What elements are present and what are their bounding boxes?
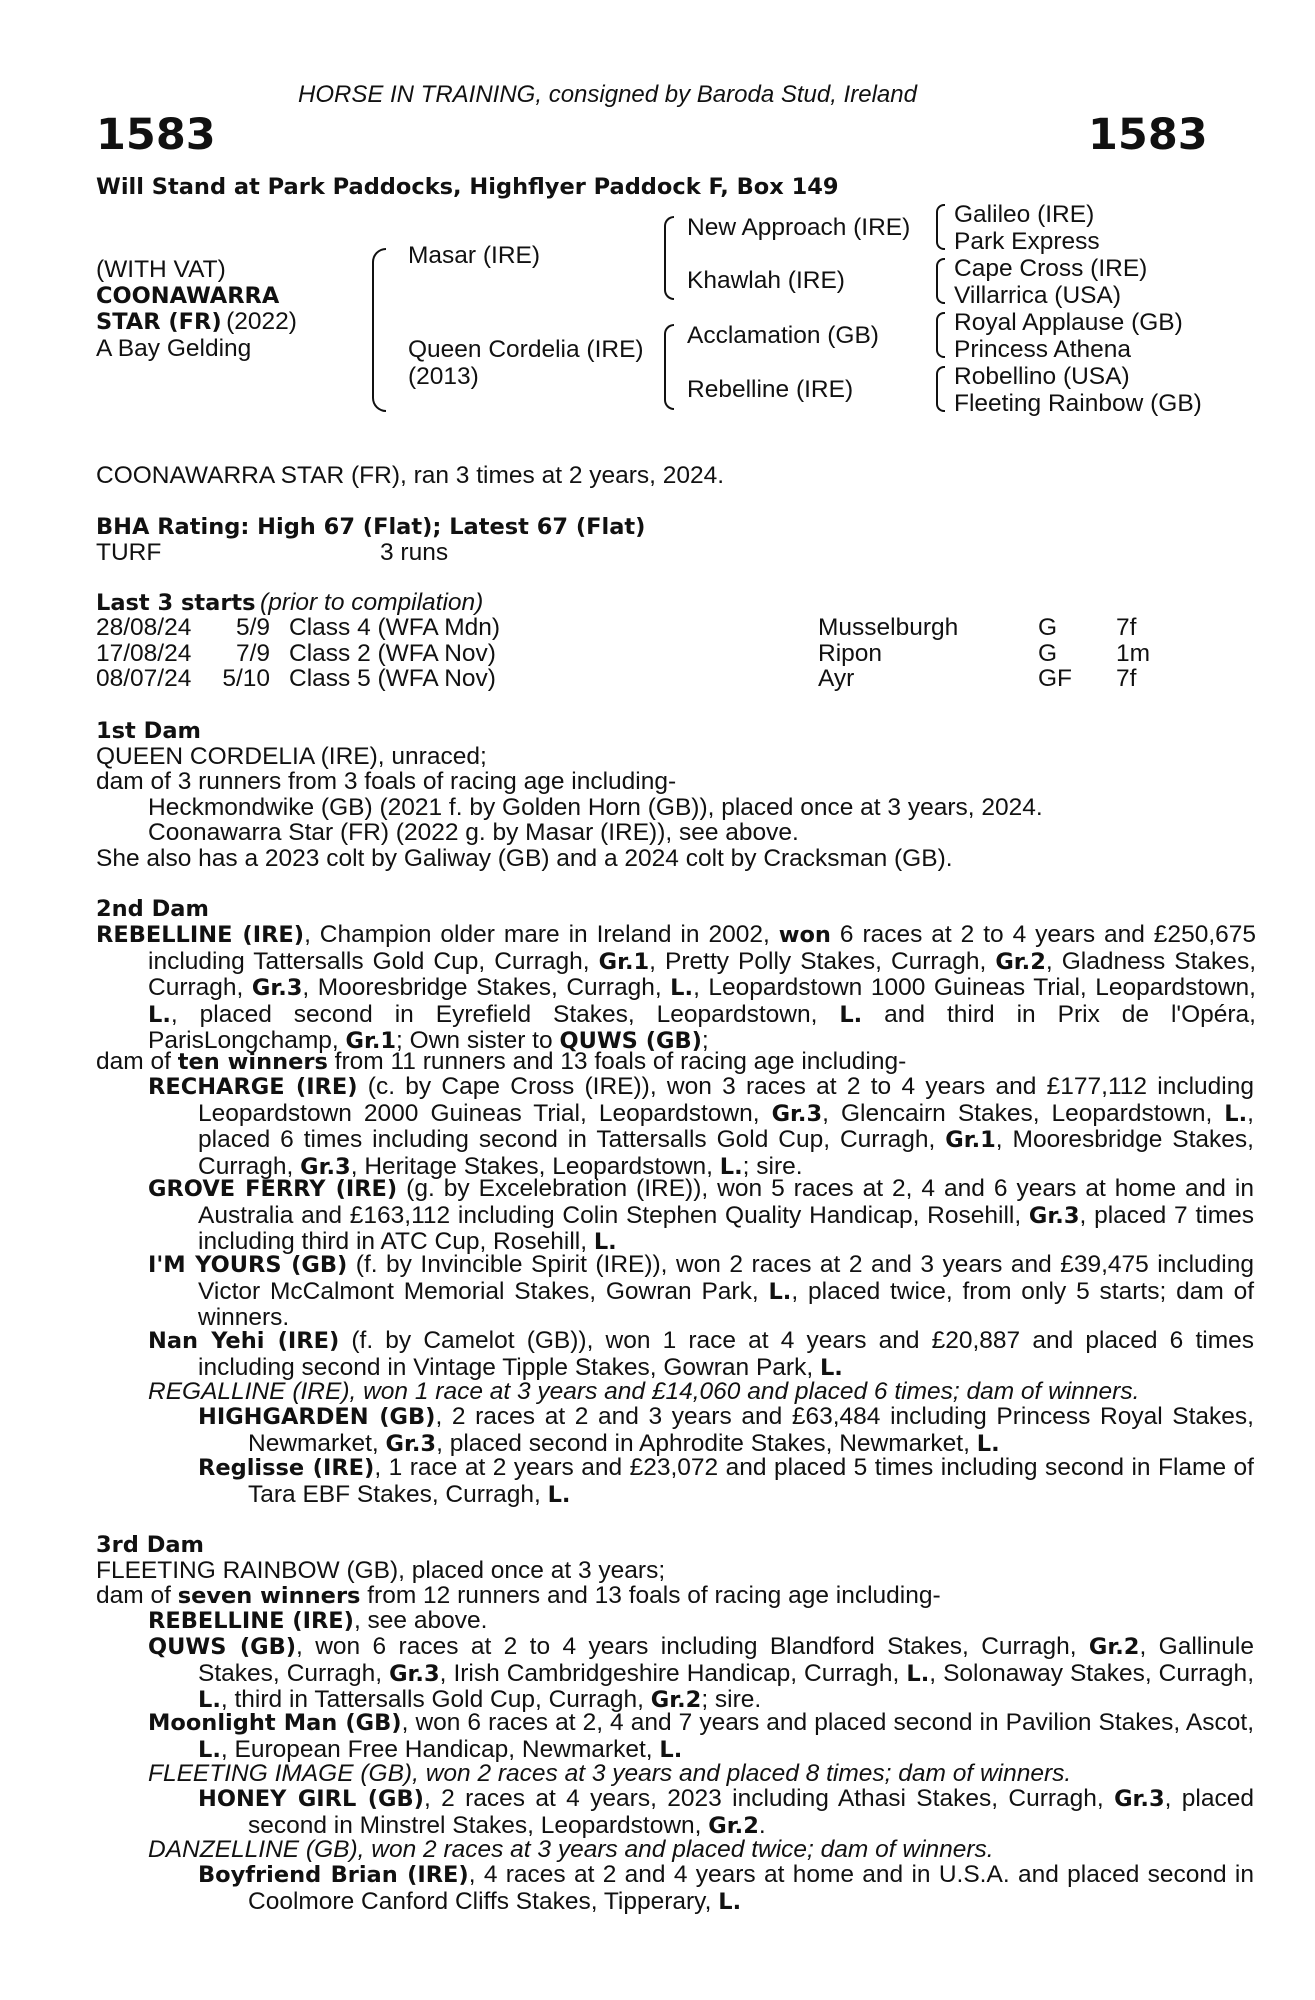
- grove-text-a: (g. by Excelebration (IRE)), won 5 races at 2, 4 and 6 years at home and in Australia and £163,112 including Colin Stephen Quality Handicap, Rosehill,: [198, 1175, 1254, 1229]
- grade-listed: L.: [593, 1229, 617, 1255]
- second-dam-produce-intro: [96, 1049, 906, 1076]
- quws-text-c: , Irish Cambridgeshire Handicap, Curragh,: [439, 1659, 907, 1687]
- boyfriend-brian-name: Boyfriend Brian (IRE): [198, 1862, 469, 1888]
- start-going: G: [1038, 614, 1058, 641]
- quws-text-f: ; sire.: [701, 1686, 762, 1713]
- pedigree-sire-dam: Khawlah (IRE): [687, 267, 845, 294]
- first-dam-title: 1st Dam: [96, 718, 201, 744]
- damof-b: from 12 runners and 13 foals of racing age including-: [360, 1582, 941, 1609]
- grove-ferry-entry: [148, 1176, 1254, 1256]
- first-dam-produce1: Heckmondwike (GB) (2021 f. by Golden Horn (GB)), placed once at 3 years, 2024.: [148, 794, 1043, 821]
- grade-gr3: Gr.3: [1114, 1786, 1165, 1812]
- nan-yehi-name: Nan Yehi (IRE): [148, 1328, 340, 1354]
- boyfriend-brian-entry: [198, 1862, 1254, 1915]
- grade-listed: L.: [719, 1153, 743, 1180]
- recharge-text-d: , Mooresbridge Stakes, Curragh,: [198, 1126, 1254, 1180]
- third-dam-line1: FLEETING RAINBOW (GB), placed once at 3 years;: [96, 1557, 666, 1584]
- bha-rating: BHA Rating: High 67 (Flat); Latest 67 (Flat): [96, 514, 646, 540]
- rebelline-text-f: , Leopardstown 1000 Guineas Trial, Leopardstown,: [693, 974, 1256, 1001]
- nan-text-a: (f. by Camelot (GB)), won 1 race at 4 years and £20,887 and placed 6 times including second in Vintage Tipple Stakes, Gowran Park,: [198, 1327, 1254, 1381]
- pedigree-brace-g1: [936, 204, 945, 250]
- damof-a: dam of: [96, 1048, 178, 1075]
- pedigree-brace-sire: [664, 216, 674, 300]
- lot-number-right: 1583: [1088, 110, 1208, 160]
- consignment-line: HORSE IN TRAINING, consigned by Baroda Stud, Ireland: [298, 81, 917, 108]
- honey-text-c: .: [758, 1811, 766, 1839]
- grade-gr2: Gr.2: [650, 1687, 702, 1713]
- recharge-name: RECHARGE (IRE): [148, 1074, 358, 1100]
- pedigree-ddd: Fleeting Rainbow (GB): [954, 390, 1202, 417]
- pedigree-ssd: Park Express: [954, 228, 1100, 255]
- start-dist: 1m: [1116, 639, 1151, 667]
- grade-listed: L.: [976, 1430, 1000, 1457]
- grade-listed: L.: [547, 1481, 571, 1508]
- start-date: 08/07/24: [96, 665, 192, 692]
- pedigree-brace-g4: [936, 366, 945, 412]
- won-label: won: [778, 922, 831, 948]
- first-dam-produce2: Coonawarra Star (FR) (2022 g. by Masar (IRE)), see above.: [148, 819, 799, 846]
- grade-listed: L.: [1224, 1100, 1248, 1127]
- grade-gr2: Gr.2: [708, 1812, 759, 1839]
- reg-text-a: , 1 race at 2 years and £23,072 and placed 5 times including second in Flame of Tara EBF Stakes, Curragh,: [248, 1454, 1254, 1508]
- rebelline-text-c: , Pretty Polly Stakes, Curragh,: [649, 947, 996, 975]
- recharge-text-a: (c. by Cape Cross (IRE)), won 3 races at 2 to 4 years and £177,112 including Leopardstown 2000 Guineas Trial, Leopardstown,: [198, 1073, 1254, 1127]
- im-yours-entry: [148, 1252, 1254, 1331]
- moonlight-man-entry: [148, 1710, 1254, 1763]
- grade-listed: L.: [906, 1660, 930, 1687]
- horse-name-line2: [96, 309, 297, 335]
- recharge-text-c: , placed 6 times including second in Tattersalls Gold Cup, Curragh,: [198, 1099, 1254, 1153]
- quws-name: QUWS (GB): [148, 1634, 297, 1660]
- rebelline-text-h: and third in Prix de l'Opéra, ParisLongchamp,: [148, 1000, 1256, 1054]
- grade-gr2: Gr.2: [995, 948, 1046, 975]
- horse-description: A Bay Gelding: [96, 335, 252, 362]
- moon-text-b: , European Free Handicap, Newmarket,: [220, 1735, 660, 1763]
- seven-winners: seven winners: [177, 1583, 361, 1609]
- grade-listed: L.: [670, 975, 694, 1001]
- start-cls: Class 5 (WFA Nov): [289, 665, 496, 692]
- grade-listed: L.: [768, 1278, 792, 1305]
- ten-winners: ten winners: [177, 1049, 328, 1075]
- pedigree-brace-main: [372, 248, 386, 412]
- rebelline-entry: [96, 922, 1256, 1055]
- rebelline-text-i: ; Own sister to: [396, 1027, 560, 1054]
- high-text-a: , 2 races at 2 and 3 years and £63,484 including Princess Royal Stakes, Newmarket,: [248, 1403, 1254, 1457]
- lot-number-left: 1583: [96, 110, 216, 160]
- pedigree-dam-sire: Acclamation (GB): [687, 322, 879, 349]
- vat-note: (WITH VAT): [96, 256, 226, 283]
- recharge-text-b: , Glencairn Stakes, Leopardstown,: [822, 1099, 1225, 1127]
- honey-text-a: , 2 races at 4 years, 2023 including Athasi Stakes, Curragh,: [423, 1785, 1115, 1812]
- grade-listed: L.: [718, 1888, 742, 1915]
- pedigree-brace-dam: [664, 324, 674, 410]
- grade-gr2: Gr.2: [1088, 1634, 1140, 1660]
- rebelline-text-a: , Champion older mare in Ireland in 2002,: [304, 921, 779, 948]
- pedigree-sds: Cape Cross (IRE): [954, 255, 1148, 282]
- danzelline-entry: DANZELLINE (GB), won 2 races at 3 years and placed twice; dam of winners.: [148, 1836, 994, 1863]
- quws-ref: QUWS (GB): [559, 1028, 702, 1054]
- start-going: G: [1038, 639, 1058, 667]
- quws-entry: [148, 1634, 1254, 1714]
- last-starts-heading: [96, 590, 483, 616]
- grove-text-b: , placed 7 times including third in ATC Cup, Rosehill,: [198, 1201, 1254, 1255]
- horse-year: (2022): [226, 308, 297, 335]
- start-cls: Class 2 (WFA Nov): [289, 639, 496, 667]
- grove-ferry-name: GROVE FERRY (IRE): [148, 1176, 398, 1202]
- surface-runs: 3 runs: [380, 539, 449, 566]
- rebelline-ref-name: REBELLINE (IRE): [148, 1608, 354, 1634]
- pedigree-sdd: Villarrica (USA): [954, 282, 1121, 309]
- start-course: Ripon: [818, 639, 883, 667]
- quws-text-d: , Solonaway Stakes, Curragh,: [929, 1659, 1254, 1687]
- last-starts-title: Last 3 starts: [96, 590, 256, 616]
- pedigree-dds: Robellino (USA): [954, 363, 1130, 390]
- first-dam-line5: She also has a 2023 colt by Galiway (GB) and a 2024 colt by Cracksman (GB).: [96, 845, 953, 872]
- highgarden-name: HIGHGARDEN (GB): [198, 1404, 436, 1430]
- honey-girl-entry: [198, 1786, 1254, 1839]
- quws-text-a: , won 6 races at 2 to 4 years including Blandford Stakes, Curragh,: [296, 1633, 1089, 1660]
- grade-gr1: Gr.1: [945, 1127, 996, 1153]
- second-dam-title: 2nd Dam: [96, 896, 209, 922]
- damof-a: dam of: [96, 1582, 178, 1609]
- rebelline-text-g: , placed second in Eyrefield Stakes, Leopardstown,: [170, 1000, 840, 1028]
- rebelline-name: REBELLINE (IRE): [96, 922, 305, 948]
- start-pos: 5/10: [222, 665, 270, 692]
- quws-text-e: , third in Tattersalls Gold Cup, Curragh,: [220, 1686, 651, 1713]
- start-going: GF: [1038, 665, 1073, 692]
- grade-listed: L.: [198, 1736, 221, 1763]
- grade-gr3: Gr.3: [389, 1660, 440, 1687]
- pedigree-dam-dam: Rebelline (IRE): [687, 376, 854, 403]
- start-dist: 7f: [1116, 665, 1137, 692]
- grade-gr3: Gr.3: [385, 1430, 437, 1457]
- start-course: Musselburgh: [818, 614, 959, 641]
- first-dam-line2: dam of 3 runners from 3 foals of racing age including-: [96, 768, 677, 795]
- rebelline-ref-entry: [148, 1608, 487, 1635]
- pedigree-sire: Masar (IRE): [408, 242, 541, 269]
- reb-text-a: , see above.: [353, 1607, 488, 1634]
- rebelline-text-d: , Gladness Stakes, Curragh,: [148, 947, 1256, 1001]
- grade-listed: L.: [839, 1001, 863, 1028]
- start-pos: 7/9: [235, 639, 270, 667]
- first-dam-line1: QUEEN CORDELIA (IRE), unraced;: [96, 743, 487, 770]
- pedigree-dsd: Princess Athena: [954, 336, 1132, 363]
- regalline-entry: REGALLINE (IRE), won 1 race at 3 years and £14,060 and placed 6 times; dam of winners.: [148, 1378, 1140, 1405]
- grade-listed: L.: [148, 1001, 171, 1028]
- pedigree-brace-g3: [936, 312, 945, 358]
- pedigree-dam: Queen Cordelia (IRE): [408, 336, 644, 363]
- highgarden-entry: [198, 1404, 1254, 1457]
- start-course: Ayr: [818, 665, 855, 692]
- last-starts-note: (prior to compilation): [260, 589, 484, 616]
- rebelline-text-b: 6 races at 2 to 4 years and £250,675 including Tattersalls Gold Cup, Curragh,: [148, 921, 1256, 975]
- grade-gr3: Gr.3: [1028, 1202, 1080, 1229]
- moonlight-man-name: Moonlight Man (GB): [148, 1710, 402, 1736]
- grade-listed: L.: [819, 1354, 843, 1381]
- start-cls: Class 4 (WFA Mdn): [289, 614, 501, 641]
- pedigree-dss: Royal Applause (GB): [954, 309, 1183, 336]
- im-yours-name: I'M YOURS (GB): [148, 1252, 348, 1278]
- grade-gr3: Gr.3: [300, 1153, 351, 1180]
- moon-text-a: , won 6 races at 2, 4 and 7 years and placed second in Pavilion Stakes, Ascot,: [401, 1709, 1255, 1736]
- start-pos: 5/9: [235, 614, 270, 641]
- grade-gr1: Gr.1: [598, 948, 650, 975]
- horse-name-line1: COONAWARRA: [96, 283, 280, 309]
- start-date: 28/08/24: [96, 614, 192, 641]
- rebelline-text-j: ;: [701, 1027, 709, 1054]
- imyours-text-b: , placed twice, from only 5 starts; dam of winners.: [198, 1277, 1254, 1331]
- start-dist: 7f: [1116, 614, 1137, 641]
- honey-text-b: , placed second in Minstrel Stakes, Leopardstown,: [248, 1785, 1254, 1839]
- pedigree-sire-sire: New Approach (IRE): [687, 214, 911, 241]
- honey-girl-name: HONEY GIRL (GB): [198, 1786, 424, 1812]
- horse-name-suffix: STAR (FR): [96, 309, 222, 335]
- pedigree-dam-year: (2013): [408, 363, 479, 390]
- pedigree-sss: Galileo (IRE): [954, 201, 1095, 228]
- grade-gr3: Gr.3: [251, 975, 303, 1001]
- race-summary: COONAWARRA STAR (FR), ran 3 times at 2 years, 2024.: [96, 462, 725, 489]
- grade-gr1: Gr.1: [345, 1028, 397, 1054]
- stand-location: Will Stand at Park Paddocks, Highflyer Paddock F, Box 149: [96, 174, 839, 200]
- rebelline-text-e: , Mooresbridge Stakes, Curragh,: [302, 974, 671, 1001]
- grade-listed: L.: [198, 1687, 221, 1713]
- reglisse-entry: [198, 1455, 1254, 1508]
- recharge-text-f: ; sire.: [742, 1152, 803, 1180]
- reglisse-name: Reglisse (IRE): [198, 1455, 375, 1481]
- damof-b: from 11 runners and 13 foals of racing age including-: [327, 1048, 907, 1075]
- surface-label: TURF: [96, 539, 162, 566]
- third-dam-title: 3rd Dam: [96, 1532, 204, 1558]
- quws-text-b: , Gallinule Stakes, Curragh,: [198, 1633, 1254, 1687]
- boy-text-a: , 4 races at 2 and 4 years at home and in U.S.A. and placed second in Coolmore Canford Cliffs Stakes, Tipperary,: [248, 1861, 1254, 1915]
- third-dam-produce-intro: [96, 1583, 941, 1610]
- recharge-entry: [148, 1074, 1254, 1180]
- grade-listed: L.: [659, 1736, 683, 1763]
- grade-gr3: Gr.3: [771, 1100, 823, 1127]
- pedigree-brace-g2: [936, 258, 945, 304]
- recharge-text-e: , Heritage Stakes, Leopardstown,: [350, 1152, 720, 1180]
- high-text-b: , placed second in Aphrodite Stakes, Newmarket,: [436, 1429, 977, 1457]
- imyours-text-a: (f. by Invincible Spirit (IRE)), won 2 races at 2 and 3 years and £39,475 including Victor McCalmont Memorial Stakes, Gowran Park,: [198, 1251, 1254, 1305]
- start-date: 17/08/24: [96, 639, 192, 667]
- nan-yehi-entry: [148, 1328, 1254, 1381]
- fleeting-image-entry: FLEETING IMAGE (GB), won 2 races at 3 years and placed 8 times; dam of winners.: [148, 1760, 1072, 1787]
